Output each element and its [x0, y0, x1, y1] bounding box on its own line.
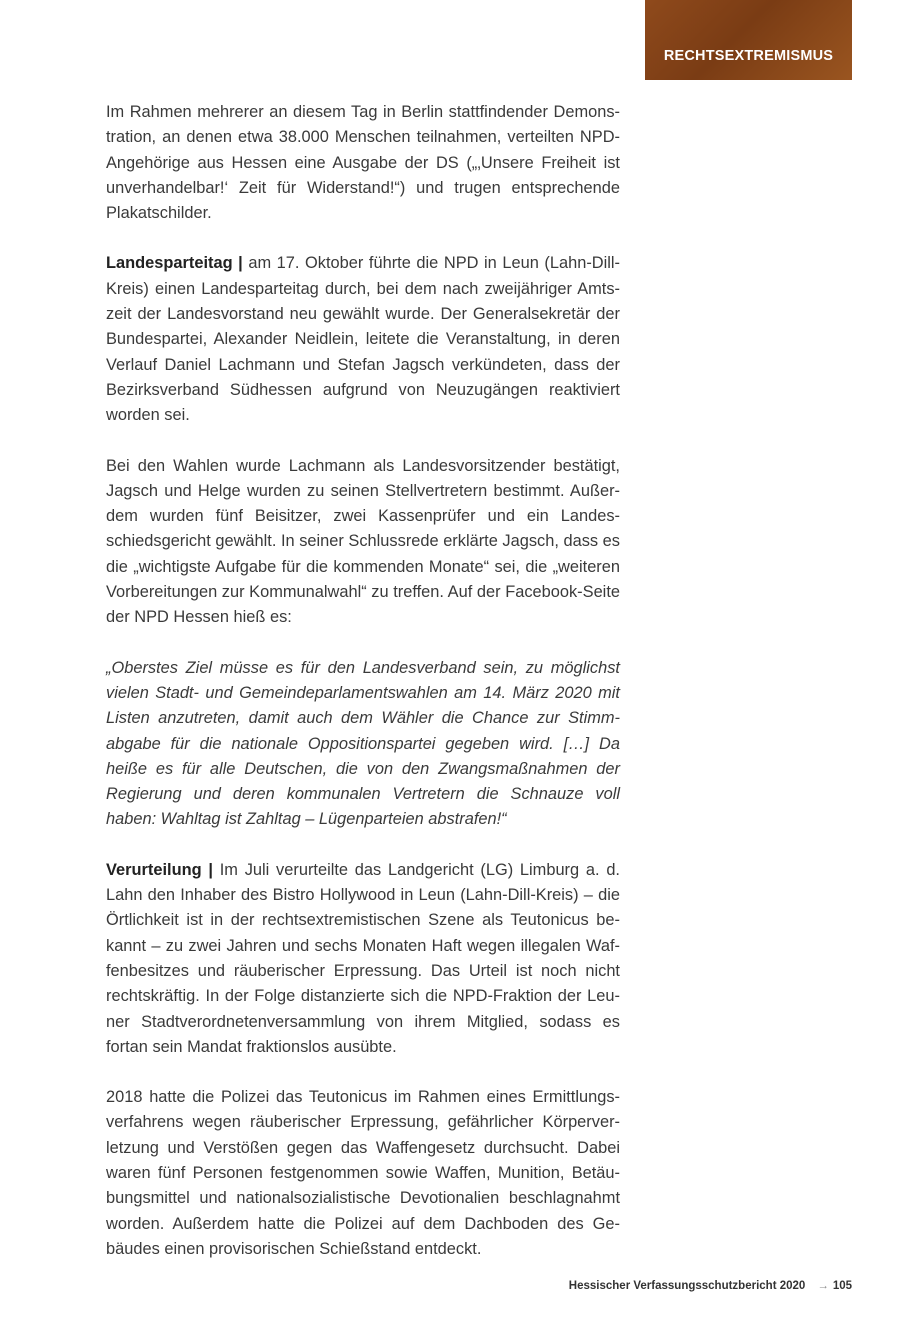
arrow-right-icon: →	[817, 1280, 829, 1292]
section-tab	[645, 0, 852, 80]
paragraph-demonstration	[106, 100, 620, 226]
paragraph-text: 2018 hatte die Polizei das Teutonicus im Rahmen eines Ermittlungsverfahrens wegen räuberischer Erpressung, gefährlicher Körperverletzung und Verstößen gegen das Waffengesetz durchsucht. Dabei waren fünf Personen festgenommen sowie Waffen, Munition, Betäubungsmittel und nationalsozialistische Devotionalien beschlagnahmt worden. Außerdem hatte die Polizei auf dem Dachboden des Gebäudes einen provisorischen Schießstand entdeckt.	[106, 1088, 620, 1258]
page-footer	[569, 1280, 852, 1292]
paragraph-text: Im Juli verurteilte das Landgericht (LG) Limburg a. d. Lahn den Inhaber des Bistro Hollywood in Leun (Lahn-Dill-Kreis) – die Örtlichkeit ist in der rechtsextremistischen Szene als Teutonicus bekannt – zu zwei Jahren und sechs Monaten Haft wegen illegalen Waffenbesitzes und räuberischer Erpressung. Das Urteil ist noch nicht rechtskräftig. In der Folge distanzierte sich die NPD-Fraktion der Leuner Stadtverordnetenversammlung von ihrem Mitglied, sodass es fortan sein Mandat fraktionslos ausübte.	[106, 860, 620, 1056]
paragraph-text: am 17. Oktober führte die NPD in Leun (Lahn-Dill-Kreis) einen Landesparteitag durch, bei dem nach zweijähriger Amtszeit der Landesvorstand neu gewählt wurde. Der Generalsekretär der Bundespartei, Alexander Neidlein, leitete die Veranstaltung, in deren Verlauf Daniel Lachmann und Stefan Jagsch verkündeten, dass der Bezirksverband Südhessen aufgrund von Neuzugängen reaktiviert worden sei.	[106, 254, 621, 425]
paragraph-lead: Landesparteitag |	[106, 254, 249, 273]
paragraph-text: Im Rahmen mehrerer an diesem Tag in Berlin stattfindender Demonstration, an denen etwa 38.000 Menschen teilnahmen, verteilten NPD-Angehörige aus Hessen eine Ausgabe der DS („‚Unsere Freiheit ist unverhandelbar!‘ Zeit für Widerstand!“) und trugen entsprechende Plakatschilder.	[106, 103, 620, 223]
section-tab-label: RECHTSEXTREMISMUS	[663, 48, 834, 64]
paragraph-verurteilung	[106, 858, 620, 1060]
paragraph-text: Bei den Wahlen wurde Lachmann als Landesvorsitzender bestätigt, Jagsch und Helge wurden zu seinen Stellvertretern bestimmt. Außerdem wurden fünf Beisitzer, zwei Kassenprüfer und ein Landesschiedsgericht gewählt. In seiner Schlussrede erklärte Jagsch, dass es die „wichtigste Aufgabe für die kommenden Monate“ sei, die „weiteren Vorbereitungen zur Kommunalwahl“ zu treffen. Auf der Facebook-Seite der NPD Hessen hieß es:	[106, 456, 620, 627]
paragraph-wahlen	[106, 454, 620, 631]
paragraph-2018	[106, 1085, 620, 1262]
block-quote	[106, 656, 620, 833]
main-content	[106, 100, 620, 1287]
paragraph-landesparteitag	[106, 251, 620, 428]
page-number: 105	[832, 1280, 852, 1292]
paragraph-lead: Verurteilung |	[106, 860, 220, 879]
quote-text: „Oberstes Ziel müsse es für den Landesverband sein, zu möglichst vielen Stadt- und Gemeindeparlamentswahlen am 14. März 2020 mit Listen anzutreten, damit auch dem Wähler die Chance zur Stimmabgabe für die nationale Oppositionspartei gegeben wird. […] Da heiße es für alle Deutschen, die von den Zwangsmaßnahmen der Regierung und deren kommunalen Vertretern die Schnauze voll haben: Wahltag ist Zahltag – Lügenparteien abstrafen!“	[106, 658, 620, 829]
report-title: Hessischer Verfassungsschutzbericht 2020	[568, 1280, 806, 1292]
